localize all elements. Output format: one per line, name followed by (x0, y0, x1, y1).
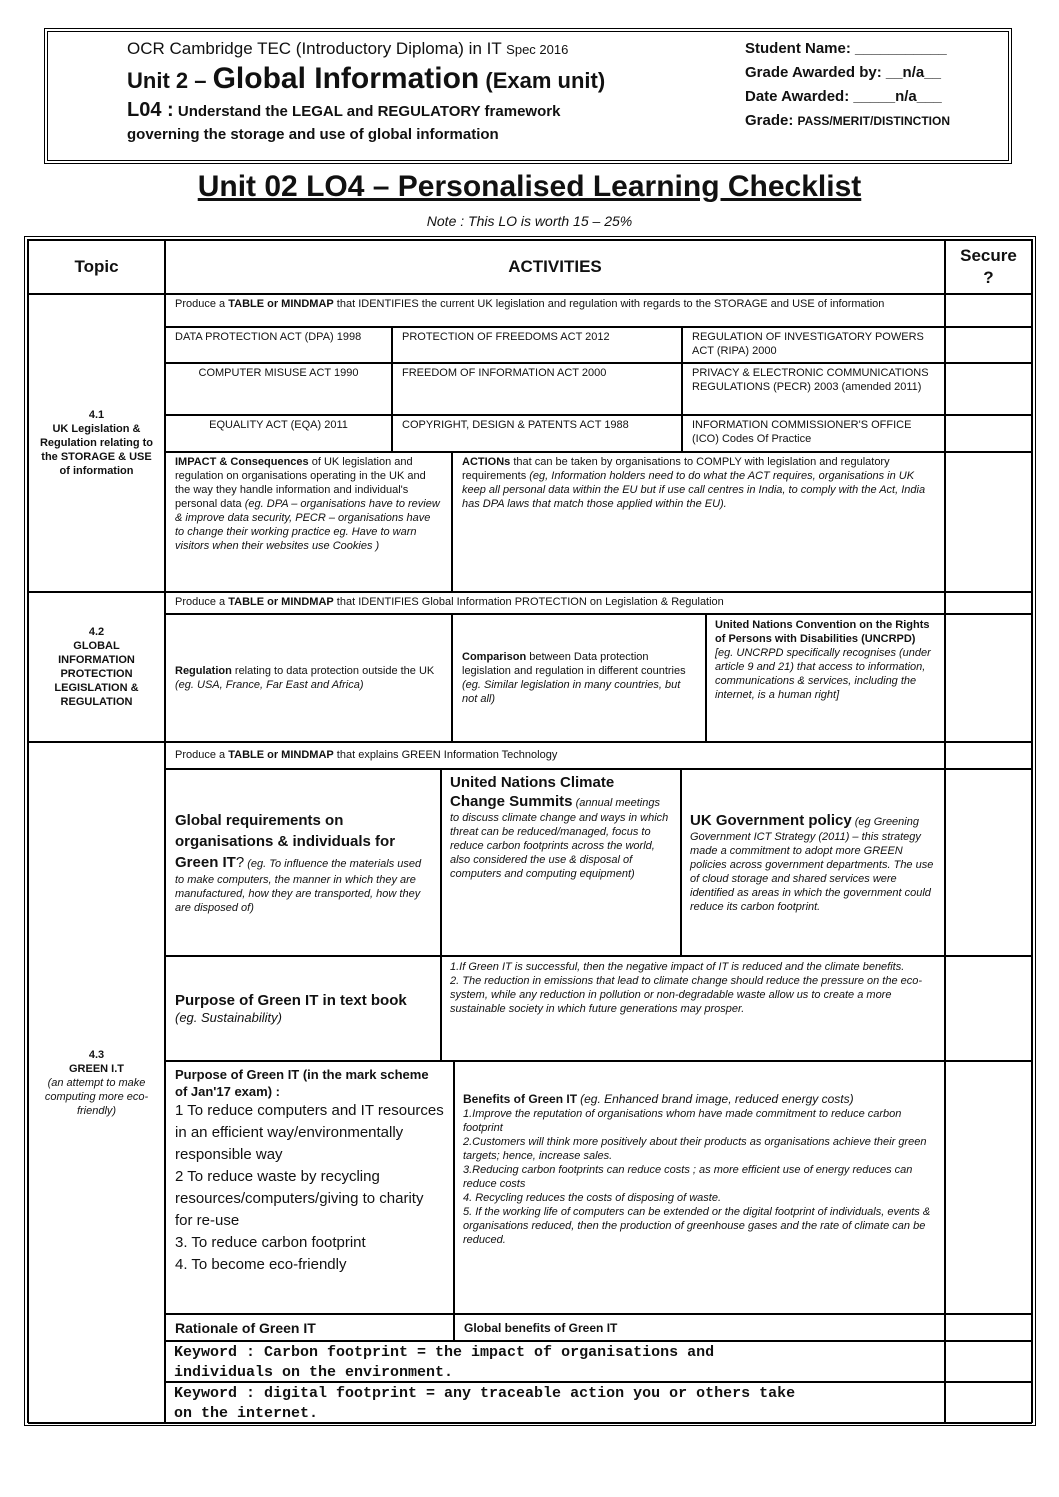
topic-4-3-name: GREEN I.T (68, 1063, 124, 1075)
unit-name: Global Information (212, 62, 480, 95)
s41-intro-post: that IDENTIFIES the current UK legislation and regulation with regards to the STORAGE and USE of information (336, 298, 885, 310)
grade-label: Grade: (745, 112, 794, 129)
global-req-bold: Global requirements on organisations & individuals for Green IT (175, 812, 396, 871)
s43-purpose-textbook (165, 956, 441, 1061)
lo-code: L04 : (127, 99, 174, 121)
keyword-digital-footprint (165, 1382, 945, 1424)
page-title: Unit 02 LO4 – Personalised Learning Checklist (197, 170, 862, 203)
actions-text: that can be taken by organisations to COMPLY with legislation and regulatory requirements (462, 456, 890, 482)
s43-uk-gov-policy (681, 769, 945, 956)
topic-4-1-name: UK Legislation & Regulation relating to the STORAGE & USE of information (39, 423, 154, 477)
impact-text: of UK legislation and regulation on organisations operating in the UK and the way they handle information and individual's personal data (175, 456, 426, 510)
reg-text: relating to data protection outside the UK (234, 665, 435, 677)
student-info (745, 37, 1005, 133)
keyword-2-line-2: on the internet. (174, 1405, 319, 1422)
actions-example: (eg, Information holders need to do what the ACT requires, organisations in UK keep all personal data within the EU but if use call centres in India, to comply with the Act, India has DPA laws that match those applied within the EU). (462, 470, 926, 510)
topic-4-2-number: 4.2 (88, 626, 105, 638)
actions-bold: ACTIONs (462, 456, 511, 468)
student-name: Student Name: ___________ (745, 40, 947, 57)
topic-4-3-number: 4.3 (88, 1049, 105, 1061)
secure-cell[interactable] (945, 1382, 1032, 1424)
benefits-example: (eg. Enhanced brand image, reduced energy costs) (580, 1092, 854, 1106)
s42-comparison (452, 614, 706, 742)
topic-4-1-number: 4.1 (88, 409, 105, 421)
course-spec: Spec 2016 (506, 42, 569, 57)
secure-header: Secure ? (945, 240, 1032, 294)
secure-cell[interactable] (945, 327, 1032, 363)
s43-un-summits (441, 769, 681, 956)
global-req-example: (eg. To influence the materials used to make computers, the manner in which they are manufactured, how they are transported, how they are disposed of) (175, 858, 422, 914)
cmp-example: (eg. Similar legislation in many countries, but not all) (462, 679, 681, 705)
header-course-info (127, 37, 727, 146)
s42-intro-pre: Produce a (175, 596, 226, 608)
s41-intro-pre: Produce a (175, 298, 226, 310)
weight-note: Note : This LO is worth 15 – 25% (426, 213, 633, 229)
keyword-1-line-2: individuals on the environment. (174, 1364, 454, 1381)
s42-intro-post: that IDENTIFIES Global Information PROTECTION on Legislation & Regulation (336, 596, 724, 608)
s42-intro (165, 592, 945, 614)
keyword-2-line-1: Keyword : digital footprint = any traceable action you or others take (174, 1385, 796, 1402)
topic-4-3-sub: (an attempt to make computing more eco-friendly) (44, 1077, 149, 1117)
act-dpa: DATA PROTECTION ACT (DPA) 1998 (165, 327, 392, 363)
ukgov-example: (eg Greening Government ICT Strategy (2011) – this strategy made a commitment to adopt more GREEN policies across government departments. The use of cloud storage and shared services were identified as areas in which the government could reduce its carbon footprint. (690, 816, 934, 913)
act-pofa: PROTECTION OF FREEDOMS ACT 2012 (392, 327, 682, 363)
grade-awarded-by: Grade Awarded by: __n/a__ (745, 64, 941, 81)
secure-cell[interactable] (945, 769, 1032, 956)
topic-4-2 (28, 592, 165, 742)
impact-example: (eg. DPA – organisations have to review & improve data security, PECR – organisations have to change their working practice eg. Have to warn visitors when their websites use Cookies ) (175, 498, 440, 552)
benefit-point: 3.Reducing carbon footprints can reduce costs ; as more efficient use of energy reduces can reduce costs (463, 1164, 913, 1190)
secure-cell[interactable] (945, 614, 1032, 742)
cmp-text: between Data protection legislation and regulation in different countries (462, 651, 686, 677)
markscheme-point: 1 To reduce computers and IT resources in an efficient way/environmentally responsible way (175, 1102, 444, 1163)
s43-intro (165, 742, 945, 769)
act-cma: COMPUTER MISUSE ACT 1990 (165, 363, 392, 415)
s43-rationale: Rationale of Green IT (165, 1314, 454, 1341)
act-ico: INFORMATION COMMISSIONER'S OFFICE (ICO) Codes Of Practice (682, 415, 945, 452)
secure-cell[interactable] (945, 363, 1032, 415)
s41-impact (165, 452, 452, 592)
s42-uncrpd (706, 614, 945, 742)
reg-bold: Regulation (175, 665, 232, 677)
unit-suffix: (Exam unit) (485, 68, 606, 93)
secure-cell[interactable] (945, 1341, 1032, 1382)
secure-cell[interactable] (945, 1061, 1032, 1314)
act-eqa: EQUALITY ACT (EQA) 2011 (165, 415, 392, 452)
secure-cell[interactable] (945, 592, 1032, 614)
s43-markscheme (165, 1061, 454, 1314)
unccs-bold: United Nations Climate Change Summits (450, 774, 615, 810)
s42-intro-bold: TABLE or MINDMAP (228, 596, 334, 608)
header-box (44, 28, 1012, 164)
act-ripa: REGULATION OF INVESTIGATORY POWERS ACT (RIPA) 2000 (682, 327, 945, 363)
benefit-point: 2.Customers will think more positively about their products as organisations achieve their green targets; hence, increase sales. (463, 1136, 927, 1162)
markscheme-title: Purpose of Green IT (in the mark scheme of Jan'17 exam) : (175, 1067, 429, 1099)
secure-cell[interactable] (945, 294, 1032, 327)
purpose-example: (eg. Sustainability) (175, 1010, 282, 1025)
grade (745, 109, 1005, 133)
benefit-point: 4. Recycling reduces the costs of disposing of waste. (463, 1192, 722, 1204)
markscheme-point: 3. To reduce carbon footprint (175, 1234, 366, 1251)
global-req-q: ? (235, 854, 245, 871)
secure-cell[interactable] (945, 415, 1032, 452)
s43-global-benefits: Global benefits of Green IT (454, 1314, 945, 1341)
topic-4-2-name: GLOBAL INFORMATION PROTECTION LEGISLATION & REGULATION (54, 640, 139, 708)
secure-cell[interactable] (945, 452, 1032, 592)
benefit-point: 5. If the working life of computers can be extended or the digital footprint of individuals, events & organisations reduced, then the production of greenhouse gases and the rate of climate can be reduced. (463, 1206, 931, 1246)
topic-4-1 (28, 294, 165, 592)
benefit-point: 1.Improve the reputation of organisations whom have made commitment to reduce carbon footprint (463, 1108, 902, 1134)
s43-benefits (454, 1061, 945, 1314)
checklist-table (24, 236, 1036, 1426)
uncrpd-bold: United Nations Convention on the Rights of Persons with Disabilities (UNCRPD) (715, 619, 930, 645)
act-pecr: PRIVACY & ELECTRONIC COMMUNICATIONS REGULATIONS (PECR) 2003 (amended 2011) (682, 363, 945, 415)
purpose-point: 2. The reduction in emissions that lead to climate change should reduce the pressure on the eco-system, while any reduction in pollution or non-degradable waste allow us to create a more sustainable society in which future generations may prosper. (450, 975, 923, 1015)
s41-actions (452, 452, 945, 592)
benefits-bold: Benefits of Green IT (463, 1092, 578, 1106)
purpose-point: 1.If Green IT is successful, then the negative impact of IT is reduced and the climate benefits. (450, 961, 905, 973)
activities-header: ACTIVITIES (165, 240, 945, 294)
secure-cell[interactable] (945, 742, 1032, 769)
s43-global-requirements (165, 769, 441, 956)
act-foi: FREEDOM OF INFORMATION ACT 2000 (392, 363, 682, 415)
s43-intro-bold: TABLE or MINDMAP (228, 749, 334, 761)
uncrpd-example: [eg. UNCRPD specifically recognises (under article 9 and 21) that access to information, communications & services, including the internet, is a human right] (715, 647, 931, 701)
cmp-bold: Comparison (462, 651, 527, 663)
secure-cell[interactable] (945, 1314, 1032, 1341)
secure-cell[interactable] (945, 956, 1032, 1061)
keyword-carbon-footprint (165, 1341, 945, 1382)
ukgov-bold: UK Government policy (690, 812, 852, 829)
impact-bold: IMPACT & Consequences (175, 456, 309, 468)
s43-purpose-points (441, 956, 945, 1061)
keyword-1-line-1: Keyword : Carbon footprint = the impact of organisations and (174, 1344, 715, 1361)
unit-prefix: Unit 2 – (127, 68, 207, 93)
grade-options: PASS/MERIT/DISTINCTION (797, 114, 950, 128)
s43-intro-pre: Produce a (175, 749, 226, 761)
s41-intro (165, 294, 945, 327)
topic-header: Topic (28, 240, 165, 294)
lo-text-1: Understand the LEGAL and REGULATORY framework (177, 103, 561, 120)
topic-4-3 (28, 742, 165, 1424)
unccs-example: (annual meetings to discuss climate change and ways in which threat can be reduced/managed, focus to reduce carbon footprints across the world, also considered the use & disposal of computers and computing equipment) (450, 797, 669, 880)
act-cdpa: COPYRIGHT, DESIGN & PATENTS ACT 1988 (392, 415, 682, 452)
markscheme-point: 2 To reduce waste by recycling resources/computers/giving to charity for re-use (175, 1168, 424, 1229)
s41-intro-bold: TABLE or MINDMAP (228, 298, 334, 310)
reg-example: (eg. USA, France, Far East and Africa) (175, 679, 364, 691)
s42-regulation (165, 614, 452, 742)
purpose-bold: Purpose of Green IT in text book (175, 992, 407, 1009)
lo-text-2: governing the storage and use of global information (127, 126, 499, 143)
s43-intro-post: that explains GREEN Information Technology (336, 749, 558, 761)
course-title: OCR Cambridge TEC (Introductory Diploma) in IT (127, 39, 502, 58)
markscheme-point: 4. To become eco-friendly (175, 1256, 347, 1273)
date-awarded: Date Awarded: _____n/a___ (745, 88, 942, 105)
